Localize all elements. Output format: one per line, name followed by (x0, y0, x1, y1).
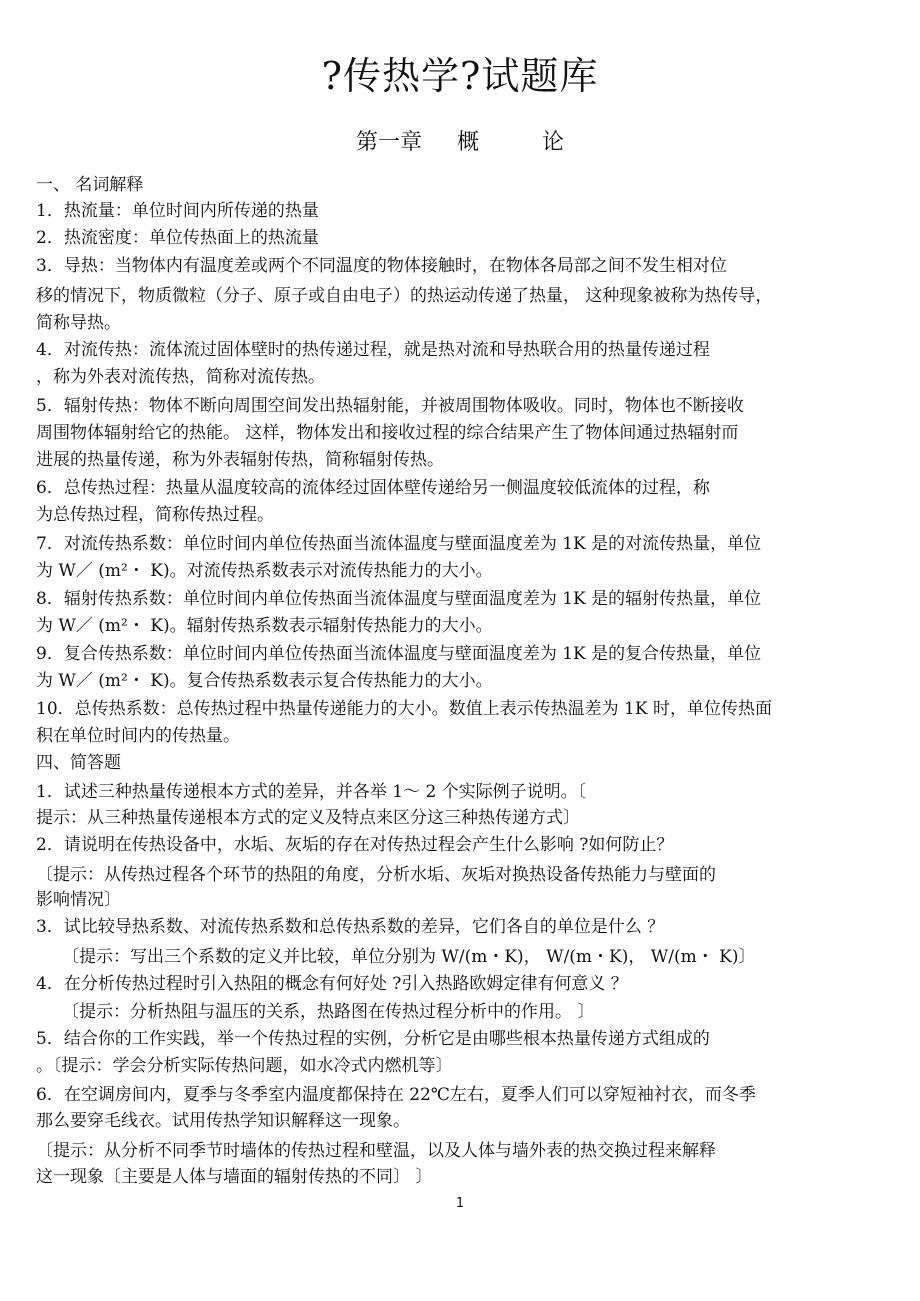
question-line: 3．试比较导热系数、对流传热系数和总传热系数的差异，它们各自的单位是什么 ？ (36, 917, 665, 937)
question-line: 提示：从三种热量传递根本方式的定义及特点来区分这三种热传递方式〕 (36, 808, 580, 828)
definition-line: 8．辐射传热系数：单位时间内单位传热面当流体温度与壁面温度差为 1K 是的辐射传热量，单位 (36, 589, 762, 609)
question-hint-line: 〔提示：分析热阻与温压的关系，热路图在传热过程分析中的作用。 〕 (62, 1002, 595, 1022)
question-line: 5．结合你的工作实践，举一个传热过程的实例，分析它是由哪些根本热量传递方式组成的 (36, 1029, 710, 1049)
question-line: 1．试述三种热量传递根本方式的差异，并各举 1～ 2 个实际例子说明。〔 (36, 782, 587, 802)
question-line: 。〔提示：学会分析实际传热问题，如水冷式内燃机等〕 (36, 1056, 453, 1076)
definition-line: 进展的热量传递，称为外表辐射传热，简称辐射传热。 (36, 450, 444, 470)
definition-line: 2．热流密度：单位传热面上的热流量 (36, 228, 319, 248)
definition-line: 为 W／ (m²・ K)。对流传热系数表示对流传热能力的大小。 (36, 561, 493, 581)
definition-line: 1．热流量：单位时间内所传递的热量 (36, 201, 319, 221)
definition-line: 积在单位时间内的传热量。 (36, 726, 240, 746)
definition-line: 为 W／ (m²・ K)。辐射传热系数表示辐射传热能力的大小。 (36, 616, 493, 636)
definition-line: 7．对流传热系数：单位时间内单位传热面当流体温度与壁面温度差为 1K 是的对流传热量，单位 (36, 534, 762, 554)
definition-line: 周围物体辐射给它的热能。 这样，物体发出和接收过程的综合结果产生了物体间通过热辐射而 (36, 423, 739, 443)
definition-line: 3．导热：当物体内有温度差或两个不同温度的物体接触时，在物体各局部之间不发生相对位 (36, 256, 727, 276)
section-heading-questions: 四、简答题 (36, 753, 121, 773)
definition-line: 为总传热过程，简称传热过程。 (36, 505, 274, 525)
definition-line: 4．对流传热：流体流过固体壁时的热传递过程，就是热对流和导热联合用的热量传递过程 (36, 340, 710, 360)
question-line: 2．请说明在传热设备中，水垢、灰垢的存在对传热过程会产生什么影响 ?如何防止？ (36, 835, 674, 855)
definition-line: 移的情况下，物质微粒（分子、原子或自由电子）的热运动传递了热量， 这种现象被称为热传导， (36, 286, 773, 306)
page-number: 1 (455, 1196, 465, 1211)
question-line: 那么要穿毛线衣。试用传热学知识解释这一现象。 (36, 1111, 410, 1131)
question-line: 这一现象〔主要是人体与墙面的辐射传热的不同〕 〕 (36, 1167, 433, 1187)
definition-line: ，称为外表对流传热，简称对流传热。 (36, 367, 325, 387)
question-line: 4．在分析传热过程时引入热阻的概念有何好处 ?引入热路欧姆定律有何意义 ？ (36, 974, 628, 994)
question-line: 影响情况〕 (36, 890, 121, 910)
document-title: ?传热学?试题库 (321, 54, 599, 98)
section-heading-definitions: 一、 名词解释 (36, 175, 144, 195)
question-hint-line: 〔提示：写出三个系数的定义并比较，单位分别为 W/(m・K)， W/(m・K)， W/(m・ K)〕 (62, 947, 756, 967)
definition-line: 6．总传热过程：热量从温度较高的流体经过固体壁传递给另一侧温度较低流体的过程，称 (36, 478, 710, 498)
definition-line: 10．总传热系数：总传热过程中热量传递能力的大小。数值上表示传热温差为 1K 时，单位传热面 (36, 699, 772, 719)
question-line: 〔提示：从分析不同季节时墙体的传热过程和壁温，以及人体与墙外表的热交换过程来解释 (36, 1141, 716, 1161)
definition-line: 9．复合传热系数：单位时间内单位传热面当流体温度与壁面温度差为 1K 是的复合传热量，单位 (36, 644, 762, 664)
question-line: 6．在空调房间内，夏季与冬季室内温度都保持在 22℃左右，夏季人们可以穿短袖衬衣，而冬季 (36, 1085, 756, 1105)
definition-line: 5．辐射传热：物体不断向周围空间发出热辐射能，并被周围物体吸收。同时，物体也不断接收 (36, 396, 744, 416)
chapter-heading: 第一章 概 论 (356, 130, 564, 155)
definition-line: 为 W／ (m²・ K)。复合传热系数表示复合传热能力的大小。 (36, 671, 493, 691)
definition-line: 简称导热。 (36, 313, 121, 333)
question-line: 〔提示：从传热过程各个环节的热阻的角度，分析水垢、灰垢对换热设备传热能力与壁面的 (36, 865, 716, 885)
